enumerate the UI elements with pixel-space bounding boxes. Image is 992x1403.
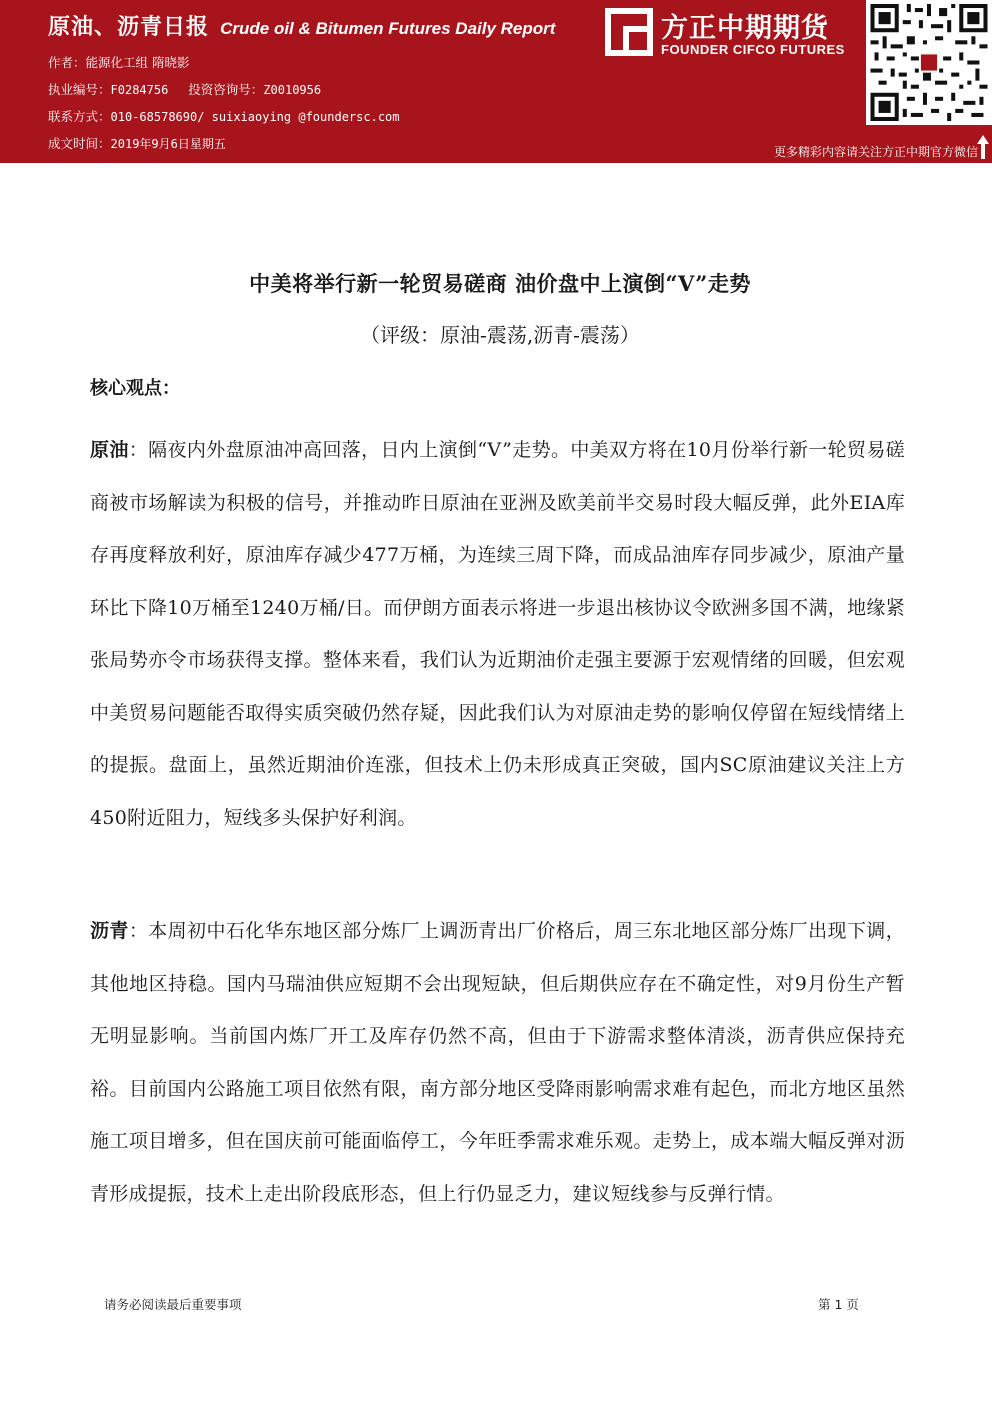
- date-line: [48, 134, 226, 152]
- contact-value: 010-68578690/ suixiaoying @foundersc.com: [110, 110, 400, 124]
- bitumen-text: ：本周初中石化华东地区部分炼厂上调沥青出厂价格后，周三东北地区部分炼厂出现下调，其他地区持稳。国内马瑞油供应短期不会出现短缺，但后期供应存在不确定性，对9月份生产暂无明显影响。当前国内炼厂开工及库存仍然不高，但由于下游需求整体清淡，沥青供应保持充裕。目前国内公路施工项目依然有限，南方部分地区受降雨影响需求难有起色，而北方地区虽然施工项目增多，但在国庆前可能面临停工，今年旺季需求难乐观。走势上，成本端大幅反弹对沥青形成提振，技术上走出阶段底形态，但上行仍显乏力，建议短线参与反弹行情。: [90, 920, 905, 1205]
- author-line: 作者：能源化工组 隋晓影: [48, 55, 190, 70]
- wechat-follow-text: 更多精彩内容请关注方正中期官方微信: [773, 145, 978, 159]
- core-view-heading: 核心观点：: [90, 378, 180, 399]
- crude-oil-paragraph: [90, 424, 905, 844]
- qr-code-icon: [870, 4, 988, 121]
- logo-text-cn: 方正中期期货: [661, 13, 829, 44]
- report-title-line: [48, 10, 555, 41]
- rating-line: （评级：原油-震荡,沥青-震荡）: [360, 323, 640, 347]
- contact-line: [48, 107, 400, 125]
- page-number: 第 1 页: [818, 1297, 859, 1312]
- arrow-up-icon: [976, 134, 990, 160]
- license-label: 执业编号：: [48, 82, 111, 97]
- report-title-cn: 原油、沥青日报: [48, 15, 210, 40]
- bitumen-paragraph: [90, 905, 905, 1220]
- consult-number: Z0010956: [263, 83, 322, 97]
- contact-label: 联系方式：: [48, 109, 111, 124]
- footer-notice: 请务必阅读最后重要事项: [104, 1297, 242, 1312]
- license-line: [48, 80, 321, 98]
- logo-text-en: FOUNDER CIFCO FUTURES: [661, 42, 845, 57]
- report-header-banner: [0, 0, 992, 163]
- date-value: 2019年9月6日星期五: [110, 137, 226, 151]
- crude-oil-lead: 原油: [90, 439, 129, 461]
- page-title: 中美将举行新一轮贸易磋商 油价盘中上演倒“V”走势: [249, 271, 751, 296]
- consult-label: 投资咨询号：: [188, 82, 264, 97]
- wechat-qr-code[interactable]: [866, 0, 992, 125]
- license-number: F0284756: [110, 83, 169, 97]
- bitumen-lead: 沥青: [90, 920, 129, 942]
- date-label: 成文时间：: [48, 136, 111, 151]
- founder-logo-icon: [603, 6, 655, 58]
- report-title-en: Crude oil & Bitumen Futures Daily Report: [220, 19, 556, 38]
- crude-oil-text: ：隔夜内外盘原油冲高回落，日内上演倒“V”走势。中美双方将在10月份举行新一轮贸易磋商被市场解读为积极的信号，并推动昨日原油在亚洲及欧美前半交易时段大幅反弹，此外EIA库存再度释放利好，原油库存减少477万桶，为连续三周下降，而成品油库存同步减少，原油产量环比下降10万桶至1240万桶/日。而伊朗方面表示将进一步退出核协议令欧洲多国不满，地缘紧张局势亦令市场获得支撑。整体来看，我们认为近期油价走强主要源于宏观情绪的回暖，但宏观中美贸易问题能否取得实质突破仍然存疑，因此我们认为对原油走势的影响仅停留在短线情绪上的提振。盘面上，虽然近期油价连涨，但技术上仍未形成真正突破，国内SC原油建议关注上方450附近阻力，短线多头保护好利润。: [90, 439, 905, 829]
